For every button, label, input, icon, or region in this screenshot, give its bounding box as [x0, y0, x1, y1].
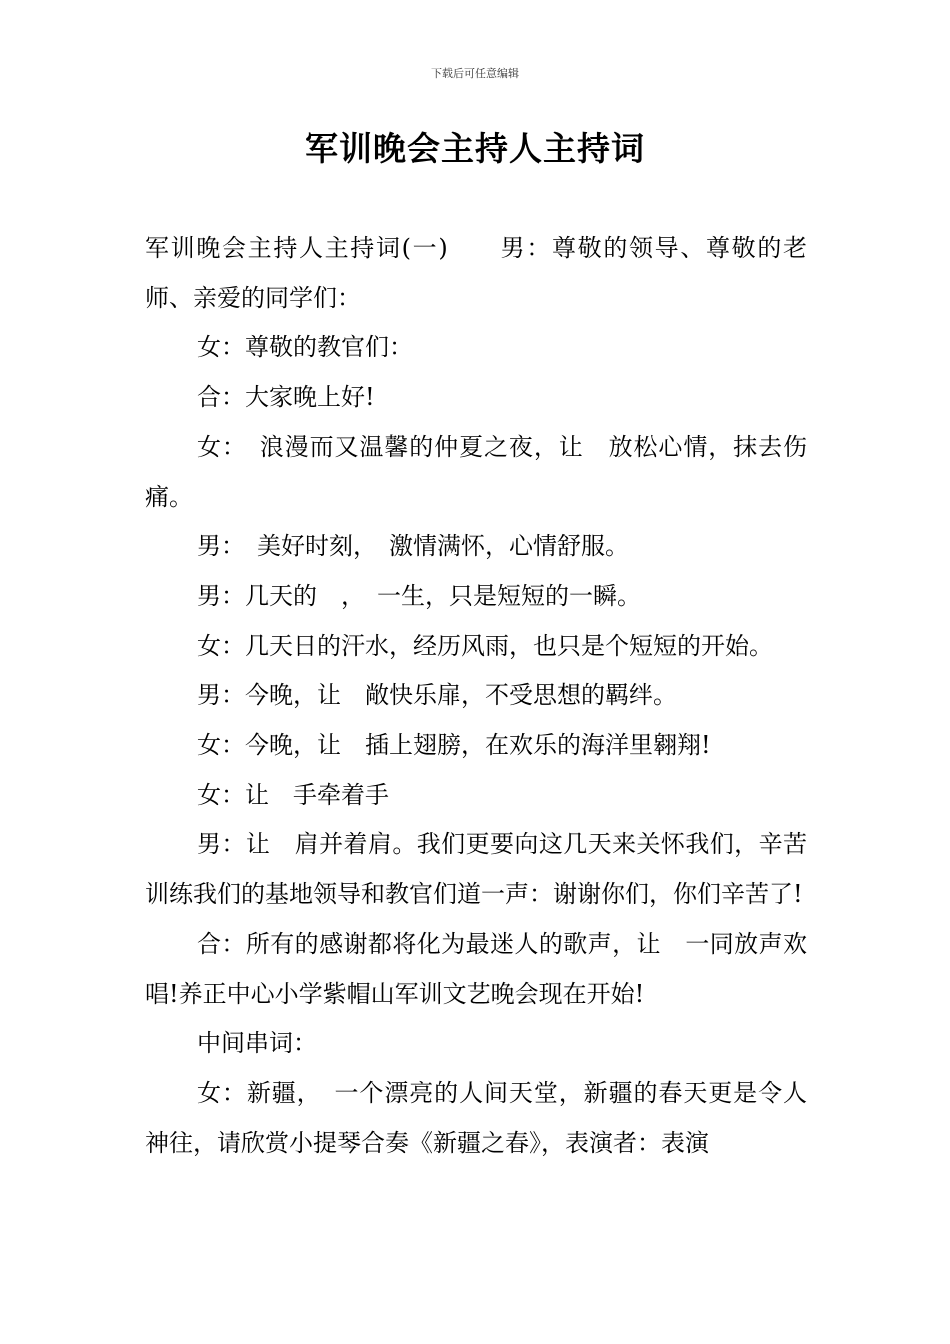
paragraph: 军训晚会主持人主持词(一) 男：尊敬的领导、尊敬的老师、亲爱的同学们： — [145, 234, 807, 312]
paragraph: 合：大家晚上好! — [197, 383, 375, 412]
paragraph: 女：让 手牵着手 — [197, 780, 389, 809]
paragraph: 合：所有的感谢都将化为最迷人的歌声，让 一同放声欢唱!养正中心小学紫帽山军训文艺晚会现在开始! — [145, 929, 807, 1008]
paragraph: 女：新疆， 一个漂亮的人间天堂，新疆的春天更是令人神往，请欣赏小提琴合奏《新疆之春》，表演者：表演 — [145, 1078, 807, 1157]
header-note: 下载后可任意编辑 — [431, 67, 519, 80]
document-body — [145, 224, 807, 1168]
paragraph: 中间串词： — [197, 1029, 317, 1058]
paragraph: 男：今晚，让 敞快乐扉，不受思想的羁绊。 — [197, 681, 677, 710]
document-title: 军训晚会主持人主持词 — [305, 129, 645, 168]
paragraph: 男：几天的 ， 一生，只是短短的一瞬。 — [197, 581, 641, 610]
paragraph: 男： 美好时刻， 激情满怀，心情舒服。 — [197, 532, 629, 561]
paragraph: 女：几天日的汗水，经历风雨，也只是个短短的开始。 — [197, 631, 773, 660]
paragraph: 女：今晚，让 插上翅膀，在欢乐的海洋里翱翔! — [197, 731, 711, 760]
paragraph: 女： 浪漫而又温馨的仲夏之夜，让 放松心情，抹去伤痛。 — [145, 432, 807, 511]
paragraph: 男：让 肩并着肩。我们更要向这几天来关怀我们，辛苦训练我们的基地领导和教官们道一声：谢谢你们，你们辛苦了! — [145, 830, 807, 909]
paragraph: 女：尊敬的教官们： — [197, 333, 413, 362]
